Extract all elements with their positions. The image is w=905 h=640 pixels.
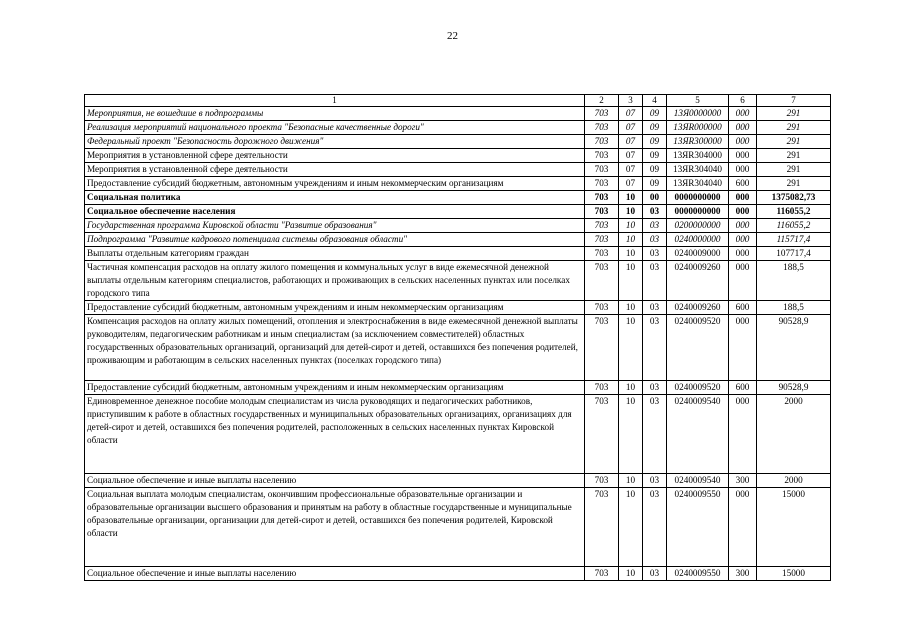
expense-type-cell: 300 <box>729 567 757 581</box>
amount-cell: 2000 <box>757 474 831 488</box>
page-number: 22 <box>447 30 458 42</box>
table-row <box>85 135 831 149</box>
target-article-cell: 0240009000 <box>667 247 729 261</box>
amount-cell: 188,5 <box>757 301 831 315</box>
section-cell: 10 <box>619 233 643 247</box>
section-cell: 07 <box>619 163 643 177</box>
section-cell: 10 <box>619 261 643 301</box>
amount-cell: 2000 <box>757 395 831 474</box>
section-cell: 07 <box>619 135 643 149</box>
section-cell: 07 <box>619 121 643 135</box>
amount-cell: 15000 <box>757 567 831 581</box>
subsection-cell: 03 <box>643 381 667 395</box>
row-name-cell: Социальное обеспечение и иные выплаты населению <box>85 567 585 581</box>
subsection-cell: 09 <box>643 121 667 135</box>
expense-type-cell: 000 <box>729 233 757 247</box>
amount-cell: 1375082,73 <box>757 191 831 205</box>
row-name-cell: Социальная политика <box>85 191 585 205</box>
table-row <box>85 191 831 205</box>
ministry-code-cell: 703 <box>585 177 619 191</box>
column-header: 2 <box>585 95 619 107</box>
ministry-code-cell: 703 <box>585 219 619 233</box>
target-article-cell: 0000000000 <box>667 191 729 205</box>
ministry-code-cell: 703 <box>585 247 619 261</box>
ministry-code-cell: 703 <box>585 135 619 149</box>
expense-type-cell: 300 <box>729 474 757 488</box>
amount-cell: 291 <box>757 177 831 191</box>
row-name-cell: Мероприятия, не вошедшие в подпрограммы <box>85 107 585 121</box>
target-article-cell: 0240009260 <box>667 261 729 301</box>
table-row <box>85 177 831 191</box>
target-article-cell: 13ЯR304040 <box>667 163 729 177</box>
ministry-code-cell: 703 <box>585 488 619 567</box>
ministry-code-cell: 703 <box>585 205 619 219</box>
subsection-cell: 03 <box>643 474 667 488</box>
subsection-cell: 09 <box>643 149 667 163</box>
target-article-cell: 0000000000 <box>667 205 729 219</box>
section-cell: 10 <box>619 315 643 381</box>
row-name-cell: Подпрограмма "Развитие кадрового потенциала системы образования области" <box>85 233 585 247</box>
ministry-code-cell: 703 <box>585 121 619 135</box>
expense-type-cell: 000 <box>729 163 757 177</box>
target-article-cell: 13ЯR304040 <box>667 177 729 191</box>
row-name-cell: Частичная компенсация расходов на оплату жилого помещения и коммунальных услуг в виде ежемесячной денежной выплаты отдельным категориям специалистов, работающих и проживающих в сельских населенных пунктах или поселках городского типа <box>85 261 585 301</box>
ministry-code-cell: 703 <box>585 261 619 301</box>
ministry-code-cell: 703 <box>585 567 619 581</box>
target-article-cell: 13ЯR000000 <box>667 121 729 135</box>
expense-type-cell: 000 <box>729 488 757 567</box>
row-name-cell: Социальная выплата молодым специалистам, окончившим профессиональные образовательные организации и образовательные организации высшего образования и принятым на работу в областные государственные и муниципальные образовательные организации, организации для детей-сирот и детей, оставшихся без попечения родителей, Кировской области <box>85 488 585 567</box>
subsection-cell: 09 <box>643 107 667 121</box>
ministry-code-cell: 703 <box>585 395 619 474</box>
target-article-cell: 0240009550 <box>667 567 729 581</box>
ministry-code-cell: 703 <box>585 474 619 488</box>
subsection-cell: 03 <box>643 219 667 233</box>
subsection-cell: 03 <box>643 247 667 261</box>
expense-type-cell: 600 <box>729 177 757 191</box>
subsection-cell: 03 <box>643 301 667 315</box>
expense-type-cell: 000 <box>729 135 757 149</box>
budget-table <box>84 94 831 581</box>
ministry-code-cell: 703 <box>585 107 619 121</box>
column-header: 7 <box>757 95 831 107</box>
table-row <box>85 121 831 135</box>
row-name-cell: Выплаты отдельным категориям граждан <box>85 247 585 261</box>
subsection-cell: 03 <box>643 395 667 474</box>
amount-cell: 291 <box>757 107 831 121</box>
subsection-cell: 09 <box>643 135 667 149</box>
target-article-cell: 0240009260 <box>667 301 729 315</box>
row-name-cell: Предоставление субсидий бюджетным, автономным учреждениям и иным некоммерческим организациям <box>85 301 585 315</box>
amount-cell: 116055,2 <box>757 205 831 219</box>
row-name-cell: Федеральный проект "Безопасность дорожного движения" <box>85 135 585 149</box>
subsection-cell: 00 <box>643 191 667 205</box>
expense-type-cell: 000 <box>729 315 757 381</box>
amount-cell: 116055,2 <box>757 219 831 233</box>
target-article-cell: 0240009540 <box>667 474 729 488</box>
table-body <box>85 107 831 581</box>
table-row <box>85 474 831 488</box>
amount-cell: 291 <box>757 163 831 177</box>
table-row <box>85 567 831 581</box>
table-row <box>85 219 831 233</box>
table-row <box>85 247 831 261</box>
row-name-cell: Реализация мероприятий национального проекта "Безопасные качественные дороги" <box>85 121 585 135</box>
ministry-code-cell: 703 <box>585 381 619 395</box>
expense-type-cell: 000 <box>729 149 757 163</box>
section-cell: 10 <box>619 219 643 233</box>
column-header: 6 <box>729 95 757 107</box>
amount-cell: 291 <box>757 135 831 149</box>
target-article-cell: 13ЯR300000 <box>667 135 729 149</box>
section-cell: 10 <box>619 395 643 474</box>
target-article-cell: 0240009550 <box>667 488 729 567</box>
table-row <box>85 261 831 301</box>
ministry-code-cell: 703 <box>585 315 619 381</box>
section-cell: 10 <box>619 567 643 581</box>
amount-cell: 291 <box>757 121 831 135</box>
row-name-cell: Мероприятия в установленной сфере деятельности <box>85 149 585 163</box>
amount-cell: 107717,4 <box>757 247 831 261</box>
section-cell: 10 <box>619 474 643 488</box>
amount-cell: 188,5 <box>757 261 831 301</box>
target-article-cell: 13ЯR304000 <box>667 149 729 163</box>
amount-cell: 115717,4 <box>757 233 831 247</box>
section-cell: 07 <box>619 107 643 121</box>
table-row <box>85 301 831 315</box>
expense-type-cell: 600 <box>729 301 757 315</box>
subsection-cell: 09 <box>643 177 667 191</box>
subsection-cell: 03 <box>643 261 667 301</box>
expense-type-cell: 000 <box>729 121 757 135</box>
table-row <box>85 107 831 121</box>
expense-type-cell: 000 <box>729 205 757 219</box>
row-name-cell: Предоставление субсидий бюджетным, автономным учреждениям и иным некоммерческим организациям <box>85 381 585 395</box>
ministry-code-cell: 703 <box>585 233 619 247</box>
row-name-cell: Компенсация расходов на оплату жилых помещений, отопления и электроснабжения в виде ежемесячной денежной выплаты руководителям, педагогическим работникам и иным специалистам (за исключением совместителей) областных государственных образовательных организаций, организаций для детей-сирот и детей, оставшихся без попечения родителей, проживающим и работающим в сельских населенных пунктах (поселках городского типа) <box>85 315 585 381</box>
expense-type-cell: 600 <box>729 381 757 395</box>
expense-type-cell: 000 <box>729 219 757 233</box>
table-row <box>85 395 831 474</box>
amount-cell: 291 <box>757 149 831 163</box>
ministry-code-cell: 703 <box>585 191 619 205</box>
column-header: 4 <box>643 95 667 107</box>
section-cell: 10 <box>619 205 643 219</box>
table-row <box>85 233 831 247</box>
subsection-cell: 03 <box>643 488 667 567</box>
section-cell: 10 <box>619 488 643 567</box>
column-header: 3 <box>619 95 643 107</box>
subsection-cell: 09 <box>643 163 667 177</box>
section-cell: 10 <box>619 301 643 315</box>
ministry-code-cell: 703 <box>585 163 619 177</box>
expense-type-cell: 000 <box>729 247 757 261</box>
ministry-code-cell: 703 <box>585 149 619 163</box>
amount-cell: 15000 <box>757 488 831 567</box>
ministry-code-cell: 703 <box>585 301 619 315</box>
section-cell: 10 <box>619 191 643 205</box>
column-header: 1 <box>85 95 585 107</box>
table-row <box>85 163 831 177</box>
target-article-cell: 0240009520 <box>667 381 729 395</box>
row-name-cell: Социальное обеспечение населения <box>85 205 585 219</box>
row-name-cell: Предоставление субсидий бюджетным, автономным учреждениям и иным некоммерческим организациям <box>85 177 585 191</box>
expense-type-cell: 000 <box>729 191 757 205</box>
subsection-cell: 03 <box>643 567 667 581</box>
target-article-cell: 0200000000 <box>667 219 729 233</box>
row-name-cell: Социальное обеспечение и иные выплаты населению <box>85 474 585 488</box>
section-cell: 10 <box>619 381 643 395</box>
table-row <box>85 488 831 567</box>
target-article-cell: 13Я0000000 <box>667 107 729 121</box>
table-row <box>85 149 831 163</box>
target-article-cell: 0240000000 <box>667 233 729 247</box>
subsection-cell: 03 <box>643 315 667 381</box>
expense-type-cell: 000 <box>729 395 757 474</box>
expense-type-cell: 000 <box>729 107 757 121</box>
table-header-row <box>85 95 831 107</box>
expense-type-cell: 000 <box>729 261 757 301</box>
table-row <box>85 205 831 219</box>
amount-cell: 90528,9 <box>757 381 831 395</box>
amount-cell: 90528,9 <box>757 315 831 381</box>
target-article-cell: 0240009520 <box>667 315 729 381</box>
section-cell: 07 <box>619 149 643 163</box>
subsection-cell: 03 <box>643 233 667 247</box>
row-name-cell: Мероприятия в установленной сфере деятельности <box>85 163 585 177</box>
column-header: 5 <box>667 95 729 107</box>
target-article-cell: 0240009540 <box>667 395 729 474</box>
subsection-cell: 03 <box>643 205 667 219</box>
table-row <box>85 381 831 395</box>
section-cell: 10 <box>619 247 643 261</box>
row-name-cell: Государственная программа Кировской области "Развитие образования" <box>85 219 585 233</box>
row-name-cell: Единовременное денежное пособие молодым специалистам из числа руководящих и педагогических работников, приступившим к работе в областных государственных и муниципальных образовательных организациях, организациях для детей-сирот и детей, оставшихся без попечения родителей, расположенных в сельских населенных пунктах Кировской области <box>85 395 585 474</box>
table-row <box>85 315 831 381</box>
section-cell: 07 <box>619 177 643 191</box>
